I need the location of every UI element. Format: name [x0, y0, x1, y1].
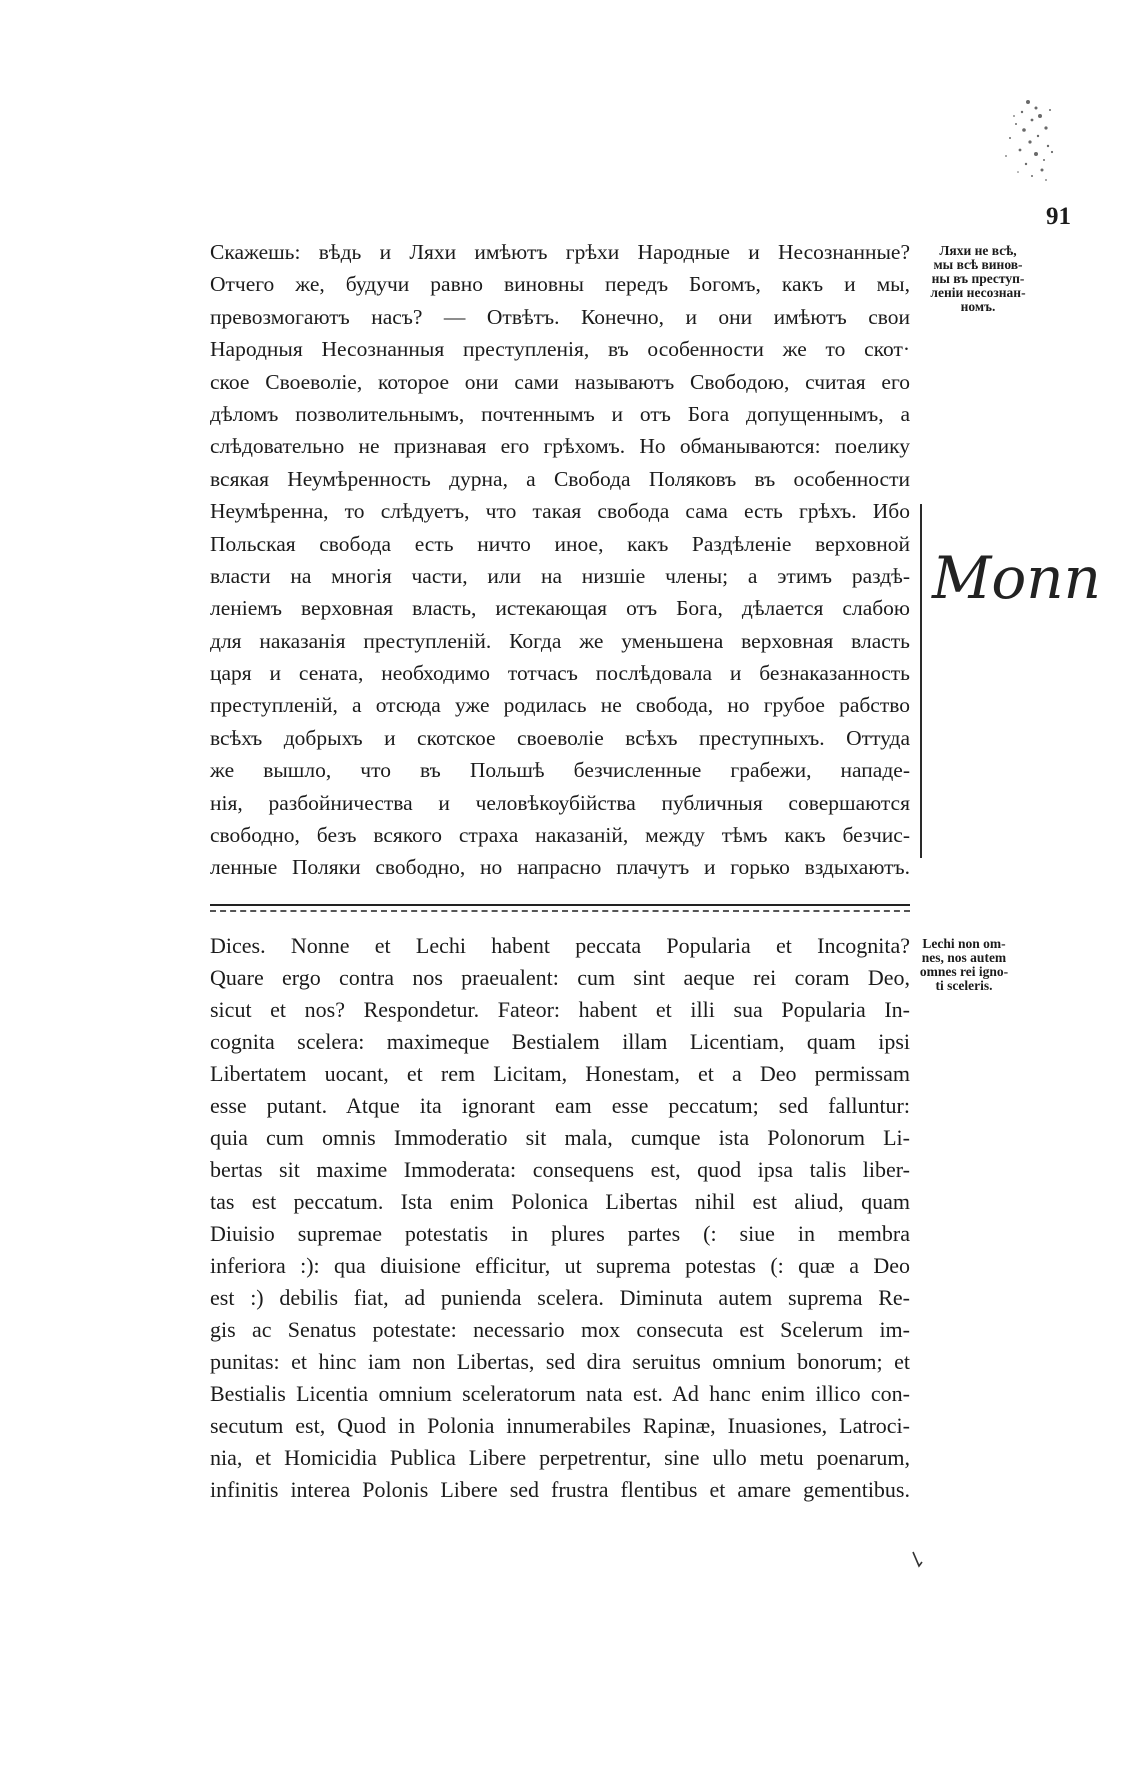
text-line: secutum est, Quod in Polonia innumerabiles Rapinæ, Inuasiones, Latroci- [210, 1413, 910, 1438]
russian-text-block [210, 236, 910, 884]
page-number: 91 [1046, 203, 1071, 230]
text-line: Diuisio supremae potestatis in plures partes (: siue in membra [210, 1221, 910, 1246]
margin-note-line: nes, nos autem [921, 950, 1007, 965]
text-line: est :) debilis fiat, ad punienda scelera. Diminuta autem suprema Re- [210, 1285, 910, 1310]
text-line: для наказанія преступленій. Когда же уменьшена верховная власть [210, 628, 910, 653]
text-line: sicut et nos? Respondetur. Fateor: habent et illi sua Popularia In- [210, 997, 910, 1022]
text-line: слѣдовательно не признавая его грѣхомъ. Но обманываются: поелику [210, 434, 910, 459]
text-line: Отчего же, будучи равно виновны передъ Богомъ, какъ и мы, [210, 272, 910, 297]
handwritten-annotation [928, 528, 1102, 638]
text-line: царя и сената, необходимо тотчасъ послѣдовала и безнаказанность [210, 661, 910, 686]
latin-text-block [210, 930, 910, 1506]
margin-note-line: номъ. [960, 299, 996, 314]
text-line: дѣломъ позволительнымъ, почтеннымъ и отъ Бога допущеннымъ, а [210, 401, 910, 426]
text-line: превозмогаютъ насъ? — Отвѣтъ. Конечно, и они имѣютъ свои [210, 304, 910, 329]
margin-note-line: omnes rei igno- [919, 964, 1009, 979]
text-line: esse putant. Atque ita ignorant eam esse peccatum; sed falluntur: [210, 1093, 910, 1118]
text-line: всякая Неумѣренность дурна, а Свобода Поляковъ въ особенности [210, 466, 910, 491]
text-line: cognita scelera: maximeque Bestialem illam Licentiam, quam ipsi [210, 1029, 910, 1054]
text-line: Dices. Nonne et Lechi habent peccata Popularia et Incognita? [210, 933, 910, 958]
margin-note-line: ны въ преступ- [931, 271, 1025, 286]
text-line: власти на многія части, или на низшіе члены; а этимъ раздѣ- [210, 563, 910, 588]
text-line: Неумѣренна, то слѣдуетъ, что такая свобода сама есть грѣхъ. Ибо [210, 499, 910, 524]
text-line: свободно, безъ всякого страха наказаній, между тѣмъ какъ безчис- [210, 823, 910, 848]
text-line: gis ac Senatus potestate: necessario mox consecuta est Scelerum im- [210, 1317, 910, 1342]
latin-margin-note [909, 937, 1019, 993]
handwritten-annotation-text: Мопп [932, 544, 1102, 612]
margin-note-line: Lechi non om- [922, 936, 1006, 951]
text-line: ленные Поляки свободно, но напрасно плачутъ и горько вздыхаютъ. [210, 855, 910, 880]
text-line: inferiora :): qua diuisione efficitur, ut suprema potestas (: quæ a Deo [210, 1253, 910, 1278]
margin-note-line: ti sceleris. [935, 978, 993, 993]
text-line: преступленій, а отсюда уже родилась не свобода, но грубое рабство [210, 693, 910, 718]
margin-note-line: леніи несознан- [930, 285, 1026, 300]
text-line: infinitis interea Polonis Libere sed frustra flentibus et amare gementibus. [210, 1477, 910, 1502]
text-line: punitas: et hinc iam non Libertas, sed dira seruitus omnium bonorum; et [210, 1349, 910, 1374]
text-line: Польская свобода есть ничто иное, какъ Раздѣленіе верховной [210, 531, 910, 556]
russian-margin-note [923, 244, 1033, 314]
text-line: Bestialis Licentia omnium sceleratorum nata est. Ad hanc enim illico con- [210, 1381, 910, 1406]
margin-vertical-rule [920, 504, 922, 858]
text-line: всѣхъ добрыхъ и скотское своеволіе всѣхъ преступныхъ. Оттуда [210, 725, 910, 750]
margin-note-line: Ляхи не всѣ, [939, 243, 1017, 258]
text-line: tas est peccatum. Ista enim Polonica Libertas nihil est aliud, quam [210, 1189, 910, 1214]
text-line: quia cum omnis Immoderatio sit mala, cumque ista Polonorum Li- [210, 1125, 910, 1150]
text-line: леніемъ верховная власть, истекающая отъ Бога, дѣлается слабою [210, 596, 910, 621]
section-separator [210, 904, 910, 906]
text-line: bertas sit maxime Immoderata: consequens est, quod ipsa talis liber- [210, 1157, 910, 1182]
text-line: nia, et Homicidia Publica Libere perpetrentur, sine ullo metu poenarum, [210, 1445, 910, 1470]
text-line: Libertatem uocant, et rem Licitam, Honestam, et a Deo permissam [210, 1061, 910, 1086]
text-line: ское Своеволіе, которое они сами называютъ Свободою, считая его [210, 369, 910, 394]
text-line: нія, разбойничества и человѣкоубійства публичныя совершаются [210, 790, 910, 815]
text-line: Quare ergo contra nos praeualent: cum sint aeque rei coram Deo, [210, 965, 910, 990]
scan-noise-mark [958, 90, 1058, 200]
margin-note-line: мы всѣ винов- [933, 257, 1023, 272]
text-line: же вышло, что въ Польшѣ безчисленные грабежи, нападе- [210, 758, 910, 783]
text-line: Народныя Несознанныя преступленія, въ особенности же то скот· [210, 337, 910, 362]
section-separator-dashed [210, 910, 910, 912]
text-line: Скажешь: вѣдь и Ляхи имѣютъ грѣхи Народные и Несознанные? [210, 240, 910, 264]
scan-tick-mark [910, 1550, 924, 1570]
